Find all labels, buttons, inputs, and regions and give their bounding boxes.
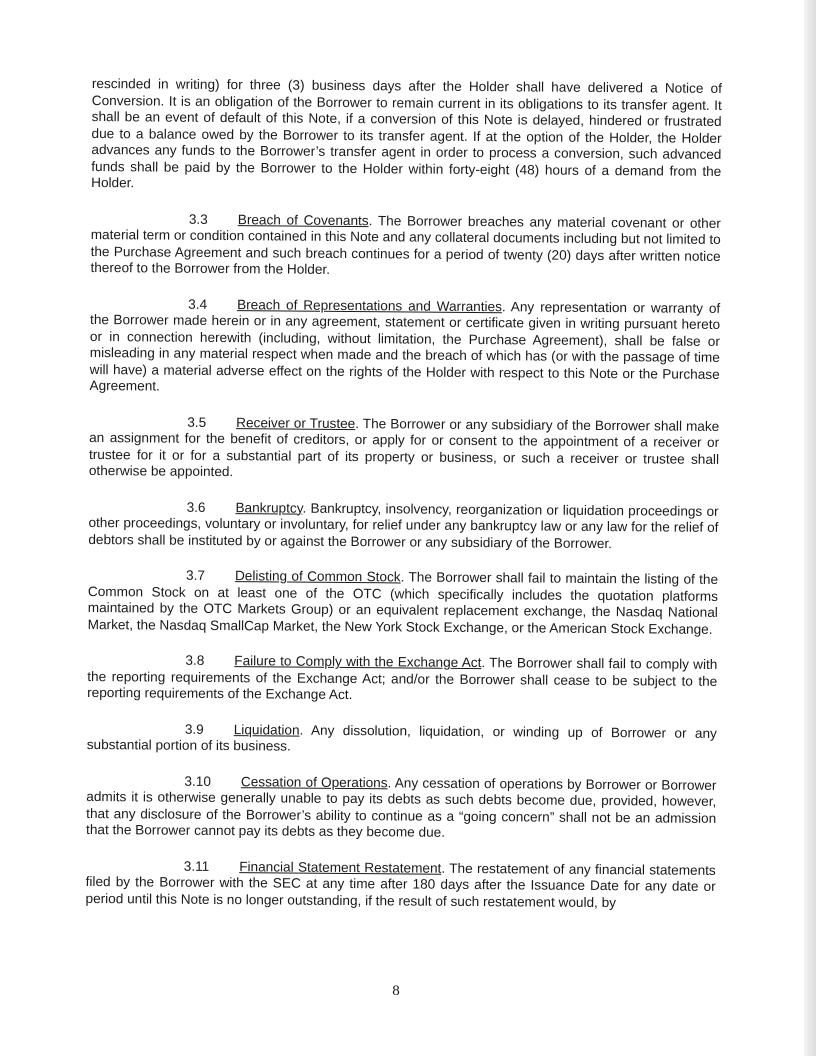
page-number: 8: [392, 983, 400, 999]
section-number: 3.3: [188, 211, 208, 227]
section-text: . The Borrower breaches any material covenant or other material term or condition contained in this Note and any collateral documents including but not limited to the Purchase Agreement and such breach continues for a period of twenty (20) days after written notice thereof to the Borrower from the Holder.: [90, 212, 721, 277]
section-number: 3.4: [188, 296, 208, 312]
section-text: . Any cessation of operations by Borrower or Borrower admits it is otherwise generally unable to pay its debts as such debts become due, provided, however, that any disclosure of the Borrower’s ability to continue as a “going concern” shall not be an admission that the Borrower cannot pay its debts as they become due.: [86, 774, 717, 840]
section-number: 3.5: [187, 414, 207, 430]
section-heading: Breach of Representations and Warranties: [237, 296, 502, 314]
section-text: . The restatement of any financial statements filed by the Borrower with the SEC at any time after 180 days after the Issuance Date for any date or period until this Note is no longer outstanding, if the result of such restatement would, by: [85, 860, 716, 910]
section-3-8: [87, 652, 717, 706]
section-number: 3.9: [184, 721, 204, 737]
section-text: . The Borrower shall fail to comply with the reporting requirements of the Exchange Act; and/or the Borrower shall cease to be subject to the reporting requirements of the Exchange Act.: [87, 655, 718, 703]
section-text: . Bankruptcy, insolvency, reorganization or liquidation proceedings or other proceedings, voluntary or involuntary, for relief under any bankruptcy law or any law for the relief of debtors shall be instituted by or against the Borrower or any subsidiary of the Borrower.: [88, 500, 719, 551]
section-3-7: [88, 567, 718, 638]
section-heading: Liquidation: [233, 721, 300, 738]
section-3-9: [87, 720, 717, 758]
section-3-6: [88, 498, 718, 552]
section-heading: Bankruptcy: [235, 499, 303, 516]
section-heading: Receiver or Trustee: [236, 414, 356, 431]
section-text: . Any representation or warranty of the Borrower made herein or in any agreement, statement or certificate given in writing pursuant hereto or in connection herewith (including, without limitation, the Purchase Agreement), shall be false or misleading in any material respect when made and the breach of which has (or with the passage of time will have) a material adverse effect on the rights of the Holder with respect to this Note or the Purchase Agreement.: [89, 298, 721, 394]
section-3-3: [90, 210, 720, 281]
section-text: . The Borrower shall fail to maintain the listing of the Common Stock on at least one of the OTC (which specifically includes the quotation platforms maintained by the OTC Markets Group) or an equivalent replacement exchange, the Nasdaq National Market, the Nasdaq SmallCap Market, the New York Stock Exchange, or the American Stock Exchange.: [87, 569, 719, 637]
section-number: 3.7: [186, 567, 206, 583]
section-heading: Financial Statement Restatement: [239, 858, 442, 876]
section-heading: Breach of Covenants: [237, 211, 369, 228]
section-text: . The Borrower or any subsidiary of the Borrower shall make an assignment for the benefit of creditors, or apply for or consent to the appointment of a receiver or trustee for it or for a substantial part of its property or business, or such a receiver or trustee shall otherwise be appointed.: [88, 415, 720, 480]
section-heading: Cessation of Operations: [240, 773, 388, 790]
section-number: 3.11: [183, 858, 210, 874]
section-3-4: [89, 295, 720, 399]
intro-paragraph: rescinded in writing) for three (3) business days after the Holder shall have delivered a Notice of Conversion. It is an obligation of the Borrower to remain current in its obligations to its transfer agent. It shall be an event of default of this Note, if a conversion of this Note is delayed, hindered or frustrated due to a balance owed by the Borrower to its transfer agent. If at the option of the Holder, the Holder advances any funds to the Borrower’s transfer agent in order to process a conversion, such advanced funds shall be paid by the Borrower to the Holder within forty-eight (48) hours of a demand from the Holder.: [91, 76, 722, 191]
section-3-5: [89, 413, 719, 484]
page-edge-shadow: [804, 0, 816, 1056]
section-heading: Failure to Comply with the Exchange Act: [234, 653, 482, 671]
section-3-10: [86, 772, 716, 843]
section-3-11: [85, 857, 715, 911]
document-page: [85, 76, 722, 931]
section-text: . Any dissolution, liquidation, or winding up of Borrower or any substantial portion of its business.: [86, 722, 717, 754]
section-number: 3.6: [186, 499, 206, 515]
section-heading: Delisting of Common Stock: [234, 568, 401, 585]
section-number: 3.10: [184, 773, 211, 789]
section-number: 3.8: [185, 652, 205, 668]
